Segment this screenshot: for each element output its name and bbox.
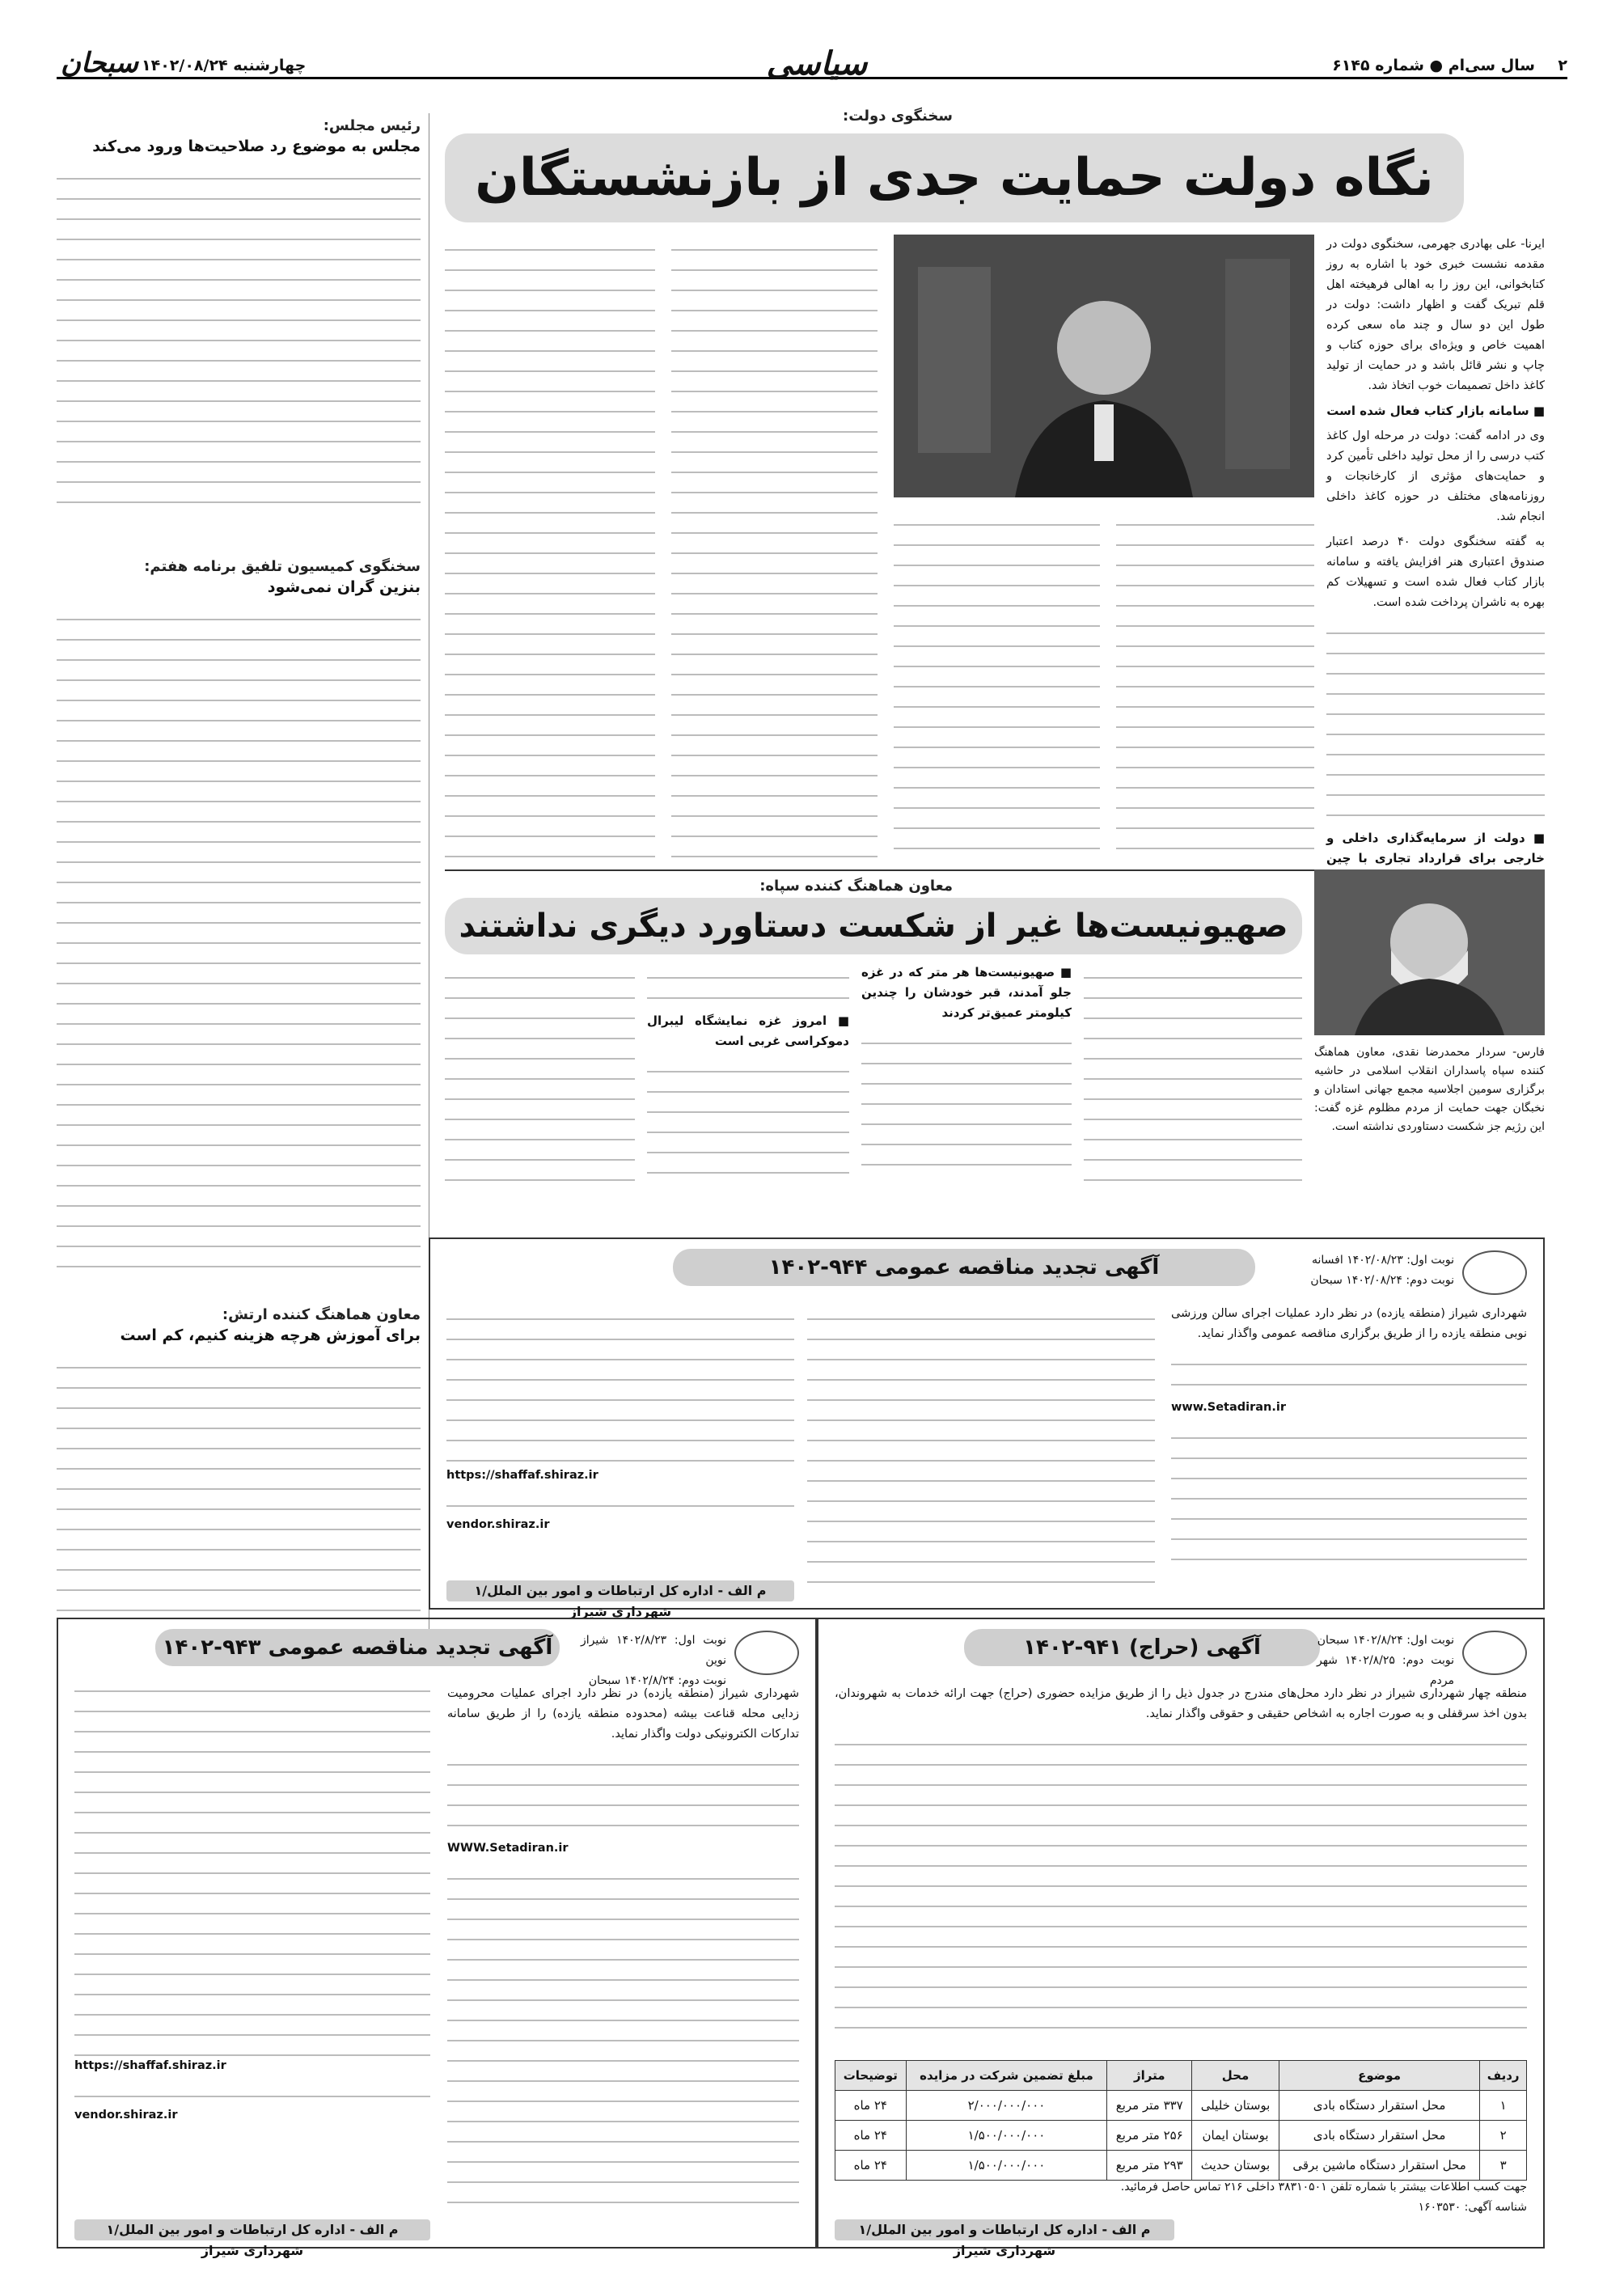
story2-column-4 [445, 962, 635, 1181]
story2-subhead-2: ■ امروز غزه نمایشگاه لیبرال دموکراسی غربی است [647, 1013, 849, 1048]
table-cell: ۲/۰۰۰/۰۰۰/۰۰۰ [906, 2091, 1107, 2121]
table-header: مبلغ تضمین شرکت در مزایده [906, 2061, 1107, 2091]
ad3-contact-block [835, 2177, 1527, 2218]
sidebar-item-2-title: بنزین گران نمی‌شود [267, 578, 421, 596]
ad3-contact: جهت کسب اطلاعات بیشتر با شماره تلفن ۳۸۳۱۰۵۰۱ داخلی ۲۱۶ تماس حاصل فرمائید. [1120, 2181, 1527, 2194]
ad-tender-944 [429, 1237, 1545, 1619]
sidebar-item-2-body [57, 604, 421, 1284]
ad-tender-943 [57, 1618, 817, 2258]
ad1-text-lines [446, 1491, 794, 1515]
table-header: محل [1192, 2061, 1279, 2091]
table-cell: محل استقرار دستگاه ماشین برقی [1279, 2151, 1479, 2181]
table-cell: ۲ [1480, 2121, 1527, 2151]
sidebar-item-3-title: برای آموزش هرچه هزینه کنیم، کم است [120, 1326, 421, 1344]
ad1-notices [1292, 1250, 1454, 1291]
ad3-title: آگهی (حراج) ۹۴۱-۱۴۰۲ [964, 1629, 1320, 1666]
lead-subhead-2: ■ دولت از سرمایه‌گذاری داخلی و خارجی برای قرارداد تجاری با چین [1326, 831, 1545, 865]
ad2-body: شهرداری شیراز (منطقه یازده) در نظر دارد اجرای عملیات محرومیت زدایی محله قناعت بیشه (محدوده منطقه یازده) را از طریق سامانه تدارکات الکترونیکی دولت واگذار نماید. [447, 1687, 799, 1741]
ad3-table-wrap [835, 2060, 1527, 2181]
ad2-title: آگهی تجدید مناقصه عمومی ۹۴۳-۱۴۰۲ [155, 1629, 560, 1666]
ad3-notice-1: نوبت اول: ۱۴۰۲/۸/۲۴ سبحان [1317, 1634, 1454, 1647]
ad2-text-lines [447, 1864, 799, 2203]
ad1-body: شهرداری شیراز (منطقه یازده) در نظر دارد عملیات اجرای سالن ورزشی نوبی منطقه یازده را از طریق برگزاری مناقصه عمومی واگذار نماید. [1171, 1307, 1527, 1340]
table-cell: ۲۴ ماه [835, 2091, 907, 2121]
lead-column-1 [1326, 235, 1546, 865]
story2-photo [1314, 869, 1545, 1035]
lead-subhead-1: ■ سامانه بازار کتاب فعال شده است [1326, 404, 1545, 418]
ad1-title: آگهی تجدید مناقصه عمومی ۹۴۴-۱۴۰۲ [673, 1249, 1255, 1286]
table-row [835, 2121, 1527, 2151]
ad1-text-lines [1171, 1423, 1527, 1568]
table-cell: ۳۳۷ متر مربع [1107, 2091, 1192, 2121]
table-cell: بوستان حدیث [1192, 2151, 1279, 2181]
ad3-price-table [835, 2060, 1527, 2181]
lead-column-2 [1116, 510, 1314, 857]
ad2-text-lines [74, 2081, 430, 2105]
sidebar-item-1-body [57, 163, 421, 511]
lead-headline: نگاه دولت حمایت جدی از بازنشستگان [445, 133, 1464, 222]
issue-number: سال سی‌ام ● شماره ۶۱۴۵ [1332, 57, 1535, 74]
ad3-notices [1317, 1631, 1454, 1691]
lead-column-3 [894, 510, 1100, 857]
shiraz-emblem-icon [1462, 1631, 1527, 1675]
ad1-text-lines [446, 1304, 794, 1466]
sidebar-item-1-title: مجلس به موضوع رد صلاحیت‌ها ورود می‌کند [92, 137, 421, 155]
newspaper-logo: سبحان [61, 47, 139, 79]
ad2-website-2[interactable]: https://shaffaf.shiraz.ir [74, 2059, 226, 2072]
ad3-code: شناسه آگهی: ۱۶۰۳۵۳۰ [1418, 2201, 1527, 2214]
shiraz-emblem-icon [734, 1631, 799, 1675]
story2-caption: فارس- سردار محمدرضا نقدی، معاون هماهنگ کننده سپاه پاسداران انقلاب اسلامی در حاشیه برگزاری سومین اجلاسیه مجمع جهانی استادان و نخبگان جهت حمایت از مردم مظلوم غزه گفت: این رژیم جز شکست دستاوردی نداشته است. [1314, 1046, 1545, 1133]
table-cell: ۱ [1480, 2091, 1527, 2121]
sidebar-item-1 [57, 117, 421, 511]
table-cell: بوستان ایمان [1192, 2121, 1279, 2151]
ad2-website-3[interactable]: vendor.shiraz.ir [74, 2109, 178, 2122]
table-cell: ۱/۵۰۰/۰۰۰/۰۰۰ [906, 2121, 1107, 2151]
lead-para-1: ایرنا- علی بهادری جهرمی، سخنگوی دولت در مقدمه نشست خبری خود با اشاره به روز کتابخوانی، این روز را به اهالی فرهیخته اهل قلم تبریک گفت و اظهار داشت: دولت در طول این دو سال و چند ماه سعی کرده اهمیت خاص و ویژه‌ای برای حوزه کتاب و چاپ و نشر قائل باشد و در حمایت از تولید کاغذ داخل تصمیمات خوب اتخاذ شد. [1326, 238, 1545, 392]
lead-column-5 [445, 235, 655, 857]
ad2-column-1 [447, 1684, 799, 2203]
sidebar-item-2 [57, 558, 421, 1284]
table-header: موضوع [1279, 2061, 1479, 2091]
ad1-notice-1: نوبت اول: ۱۴۰۲/۰۸/۲۳ افسانه [1311, 1254, 1454, 1267]
ad2-notices [581, 1631, 726, 1691]
story2-column-3 [647, 962, 849, 1181]
ad2-notice-2: نوبت دوم: ۱۴۰۲/۸/۲۴ سبحان [588, 1674, 726, 1687]
table-header-row [835, 2061, 1527, 2091]
story2-headline: صهیونیست‌ها غیر از شکست دستاورد دیگری نداشتند [445, 898, 1302, 954]
ad3-notice-2: نوبت دوم: ۱۴۰۲/۸/۲۵ شهر مردم [1317, 1654, 1454, 1687]
ad2-text-lines [74, 1676, 430, 2056]
lead-column-4 [671, 235, 878, 857]
story2-column-1 [1084, 962, 1302, 1181]
story2-kicker: معاون هماهنگ کننده سپاه: [759, 878, 953, 895]
ad2-footer: ۱/م الف - اداره کل ارتباطات و امور بین الملل شهرداری شیراز [74, 2219, 430, 2240]
page-number: ۲ [1558, 57, 1567, 74]
ad-auction-941 [817, 1618, 1545, 2258]
ad2-text-lines [447, 1749, 799, 1838]
table-cell: ۳ [1480, 2151, 1527, 2181]
story2-text-lines [647, 962, 849, 1011]
table-row [835, 2151, 1527, 2181]
table-cell: ۲۵۶ متر مربع [1107, 2121, 1192, 2151]
lead-text-lines [1326, 618, 1545, 828]
lead-photo [894, 235, 1314, 497]
lead-para-2: وی در ادامه گفت: دولت در مرحله اول کاغذ کتب درسی را از محل تولید داخلی تأمین کرد و حمایت‌های مؤثری از کارخانجات و روزنامه‌های مختلف در حوزه کاغذ داخلی انجام شد. [1326, 429, 1545, 523]
ad3-text-lines [835, 1729, 1527, 2029]
sidebar-item-3-kicker: معاون هماهنگ کننده ارتش: [222, 1306, 421, 1323]
story2-text-lines [861, 1028, 1072, 1178]
ad1-website-3[interactable]: vendor.shiraz.ir [446, 1518, 550, 1531]
story2-text-lines [647, 1056, 849, 1186]
ad1-footer: ۱/م الف - اداره کل ارتباطات و امور بین الملل شهرداری شیراز [446, 1580, 794, 1601]
ad3-footer: ۱/م الف - اداره کل ارتباطات و امور بین الملل شهرداری شیراز [835, 2219, 1174, 2240]
ad2-website[interactable]: WWW.Setadiran.ir [447, 1842, 569, 1855]
lead-kicker: سخنگوی دولت: [843, 108, 953, 125]
table-header: ردیف [1480, 2061, 1527, 2091]
sidebar-item-3-body [57, 1352, 421, 1619]
sidebar-item-1-kicker: رئیس مجلس: [323, 117, 421, 134]
lead-para-3: به گفته سخنگوی دولت ۴۰ درصد اعتبار صندوق اعتباری هنر افزایش یافته و سامانه بازار کتاب فعال شده است و تسهیلات کم بهره به ناشران پرداخت شده است. [1326, 535, 1546, 609]
story2-column-2 [861, 962, 1072, 1181]
ad1-column-1 [1171, 1304, 1527, 1568]
ad2-column-2 [74, 1676, 430, 2130]
shiraz-emblem-icon [1462, 1250, 1527, 1295]
story2-subhead-1: ■ صهیونیست‌ها هر متر که در غزه جلو آمدند، قبر خودشان را چندین کیلومتر عمیق‌تر کردند [861, 965, 1072, 1020]
table-cell: ۱/۵۰۰/۰۰۰/۰۰۰ [906, 2151, 1107, 2181]
ad1-notice-2: نوبت دوم: ۱۴۰۲/۰۸/۲۴ سبحان [1310, 1274, 1454, 1287]
sidebar-item-3 [57, 1306, 421, 1619]
table-cell: بوستان خلیلی [1192, 2091, 1279, 2121]
table-row [835, 2091, 1527, 2121]
section-title: سیاسی [766, 44, 868, 82]
ad3-body-block [835, 1684, 1527, 2029]
sidebar-item-2-kicker: سخنگوی کمیسیون تلفیق برنامه هفتم: [144, 558, 421, 575]
issue-date: چهارشنبه ۱۴۰۲/۰۸/۲۴ [142, 57, 307, 74]
ad2-notice-1: نوبت اول: ۱۴۰۲/۸/۲۳ شیراز نوین [581, 1634, 726, 1667]
table-header: متراژ [1107, 2061, 1192, 2091]
ad1-column-2 [807, 1304, 1155, 1595]
ad3-body: منطقه چهار شهرداری شیراز در نظر دارد محل‌های مندرج در جدول ذیل را از طریق مزایده حضوری (حراج) جهت ارائه خدمات به شهروندان، بدون اخذ سرقفلی و به صورت اجاره به اشخاص حقیقی و حقوقی واگذار نماید. [835, 1687, 1527, 1720]
ad1-column-3 [446, 1304, 794, 1540]
table-cell: محل استقرار دستگاه بادی [1279, 2091, 1479, 2121]
table-cell: ۲۴ ماه [835, 2121, 907, 2151]
ad1-website-2[interactable]: https://shaffaf.shiraz.ir [446, 1469, 598, 1482]
table-cell: ۲۹۳ متر مربع [1107, 2151, 1192, 2181]
table-cell: محل استقرار دستگاه بادی [1279, 2121, 1479, 2151]
ad1-text-lines [1171, 1349, 1527, 1398]
ad1-website[interactable]: www.Setadiran.ir [1171, 1401, 1286, 1414]
table-header: توضیحات [835, 2061, 907, 2091]
table-cell: ۲۴ ماه [835, 2151, 907, 2181]
